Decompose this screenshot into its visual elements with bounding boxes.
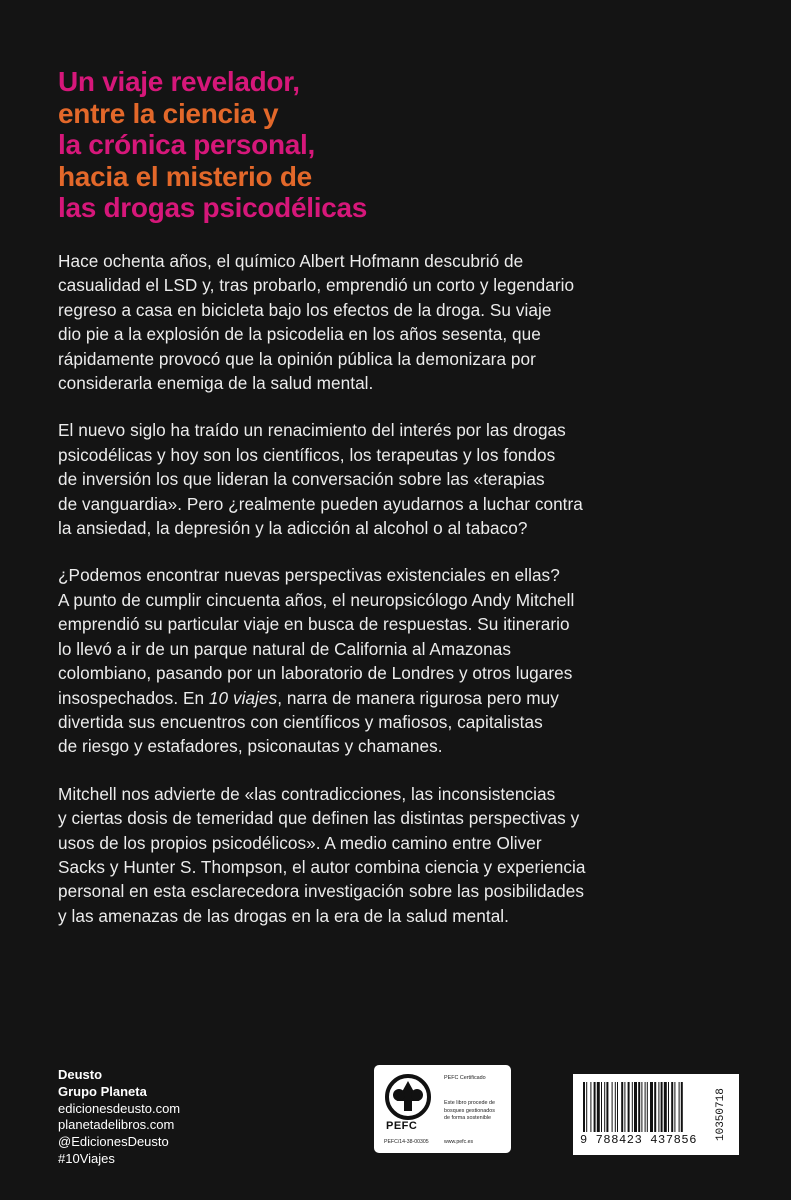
text-line: considerarla enemiga de la salud mental. <box>58 373 374 394</box>
text-line: de inversión los que lideran la conversación sobre las «terapias <box>58 469 545 490</box>
barcode-bar <box>586 1082 587 1132</box>
barcode-bar <box>624 1082 625 1132</box>
barcode-bar <box>664 1082 667 1132</box>
text-line: El nuevo siglo ha traído un renacimiento del interés por las drogas <box>58 420 566 441</box>
barcode-side-number: 10350718 <box>715 1088 727 1142</box>
barcode-bar <box>590 1082 591 1132</box>
barcode-bar <box>621 1082 623 1132</box>
barcode-bar <box>661 1082 663 1132</box>
barcode-bar <box>681 1082 683 1132</box>
pefc-description <box>444 1100 495 1123</box>
pefc-url: www.pefc.es <box>444 1139 474 1145</box>
barcode-bar <box>650 1082 653 1132</box>
text-line: rápidamente provocó que la opinión pública la demonizara por <box>58 348 536 369</box>
headline-line-1: Un viaje revelador, <box>58 66 300 97</box>
pefc-logo-word: PEFC <box>386 1120 418 1132</box>
pefc-desc-line: de forma sostenible <box>444 1115 492 1121</box>
text-line: de vanguardia». Pero ¿realmente pueden ayudarnos a luchar contra <box>58 493 583 514</box>
barcode-bars <box>583 1082 707 1132</box>
publisher-social-handle[interactable]: @EdicionesDeusto <box>58 1134 169 1150</box>
headline-line-3: la crónica personal, <box>58 129 315 160</box>
pefc-desc-line: bosques gestionados <box>444 1107 495 1114</box>
publisher-website-1[interactable]: edicionesdeusto.com <box>58 1100 181 1116</box>
barcode-bar <box>606 1082 608 1132</box>
text-line: Hace ochenta años, el químico Albert Hofmann descubrió de <box>58 251 524 271</box>
text-line: ¿Podemos encontrar nuevas perspectivas existenciales en ellas? <box>58 565 560 586</box>
publisher-info <box>58 1067 180 1168</box>
publisher-name: Deusto <box>58 1067 103 1082</box>
pefc-tree-icon <box>382 1073 434 1127</box>
text-line: usos de los propios psicodélicos». A medio camino entre Oliver <box>58 832 542 853</box>
headline-line-4: hacia el misterio de <box>58 160 312 192</box>
text-line: Sacks y Hunter S. Thompson, el autor combina ciencia y experiencia <box>58 856 586 877</box>
isbn-barcode <box>573 1074 739 1155</box>
pefc-code: PEFC/14-38-00305 <box>384 1139 429 1145</box>
barcode-bar <box>634 1082 637 1132</box>
barcode-bar <box>674 1082 675 1132</box>
isbn-digits: 9 788423 437856 <box>580 1133 698 1147</box>
barcode-bar <box>668 1082 669 1132</box>
text-line: la ansiedad, la depresión y la adicción al alcohol o al tabaco? <box>58 518 528 539</box>
back-cover-headline <box>58 66 367 224</box>
barcode-bar <box>601 1082 602 1132</box>
barcode-bar <box>628 1082 630 1132</box>
text-line: A punto de cumplir cincuenta años, el neuropsicólogo Andy Mitchell <box>58 589 575 610</box>
book-title-italic: 10 viajes <box>208 687 278 708</box>
text-segment: , narra de manera rigurosa pero muy <box>277 687 559 708</box>
text-line: dio pie a la explosión de la psicodelia en los años sesenta, que <box>58 324 541 345</box>
synopsis-paragraph-2 <box>58 418 658 540</box>
text-line <box>58 686 658 710</box>
barcode-bar <box>594 1082 596 1132</box>
barcode-bar <box>641 1082 642 1132</box>
pefc-desc-line: Este libro procede de <box>444 1100 495 1106</box>
text-line: emprendió su particular viaje en busca de respuestas. Su itinerario <box>58 614 570 635</box>
barcode-bar <box>671 1082 673 1132</box>
barcode-bar <box>645 1082 646 1132</box>
barcode-bar <box>604 1082 605 1132</box>
synopsis-paragraph-1 <box>58 249 658 395</box>
publisher-group: Grupo Planeta <box>58 1083 147 1099</box>
text-line: personal en esta esclarecedora investigación sobre las posibilidades <box>58 881 585 902</box>
text-line: divertida sus encuentros con científicos y mafiosos, capitalistas <box>58 711 543 732</box>
barcode-bar <box>597 1082 600 1132</box>
synopsis-paragraph-3 <box>58 563 658 758</box>
text-line: lo llevó a ir de un parque natural de California al Amazonas <box>58 638 512 659</box>
barcode-bar <box>615 1082 616 1132</box>
publisher-website-2[interactable]: planetadelibros.com <box>58 1117 175 1133</box>
barcode-bar <box>679 1082 680 1132</box>
synopsis <box>58 249 658 951</box>
barcode-bar <box>617 1082 618 1132</box>
text-line: y ciertas dosis de temeridad que definen las distintas perspectivas y <box>58 808 580 829</box>
text-line: colombiano, pasando por un laboratorio de Londres y otros lugares <box>58 663 573 684</box>
barcode-bar <box>647 1082 648 1132</box>
text-line: casualidad el LSD y, tras probarlo, emprendió un corto y legendario <box>58 275 575 296</box>
headline-line-5: las drogas psicodélicas <box>58 192 368 223</box>
text-line: psicodélicas y hoy son los científicos, los terapeutas y los fondos <box>58 444 556 465</box>
barcode-bar <box>632 1082 633 1132</box>
barcode-bar <box>658 1082 659 1132</box>
synopsis-paragraph-4 <box>58 782 658 928</box>
headline-line-2: entre la ciencia y <box>58 97 279 129</box>
pefc-certification-label <box>374 1065 511 1153</box>
pefc-certified-text: PEFC Certificado <box>444 1075 486 1081</box>
text-line: de riesgo y estafadores, psiconautas y chamanes. <box>58 736 443 757</box>
text-line: y las amenazas de las drogas en la era de la salud mental. <box>58 905 509 926</box>
barcode-bar <box>654 1082 656 1132</box>
text-segment: insospechados. En <box>58 687 209 708</box>
text-line: Mitchell nos advierte de «las contradicciones, las inconsistencias <box>58 783 556 804</box>
publisher-hashtag[interactable]: #10Viajes <box>58 1150 115 1166</box>
barcode-bar <box>638 1082 640 1132</box>
barcode-bar <box>612 1082 613 1132</box>
text-line: regreso a casa en bicicleta bajo los efectos de la droga. Su viaje <box>58 299 552 320</box>
barcode-bar <box>583 1082 585 1132</box>
